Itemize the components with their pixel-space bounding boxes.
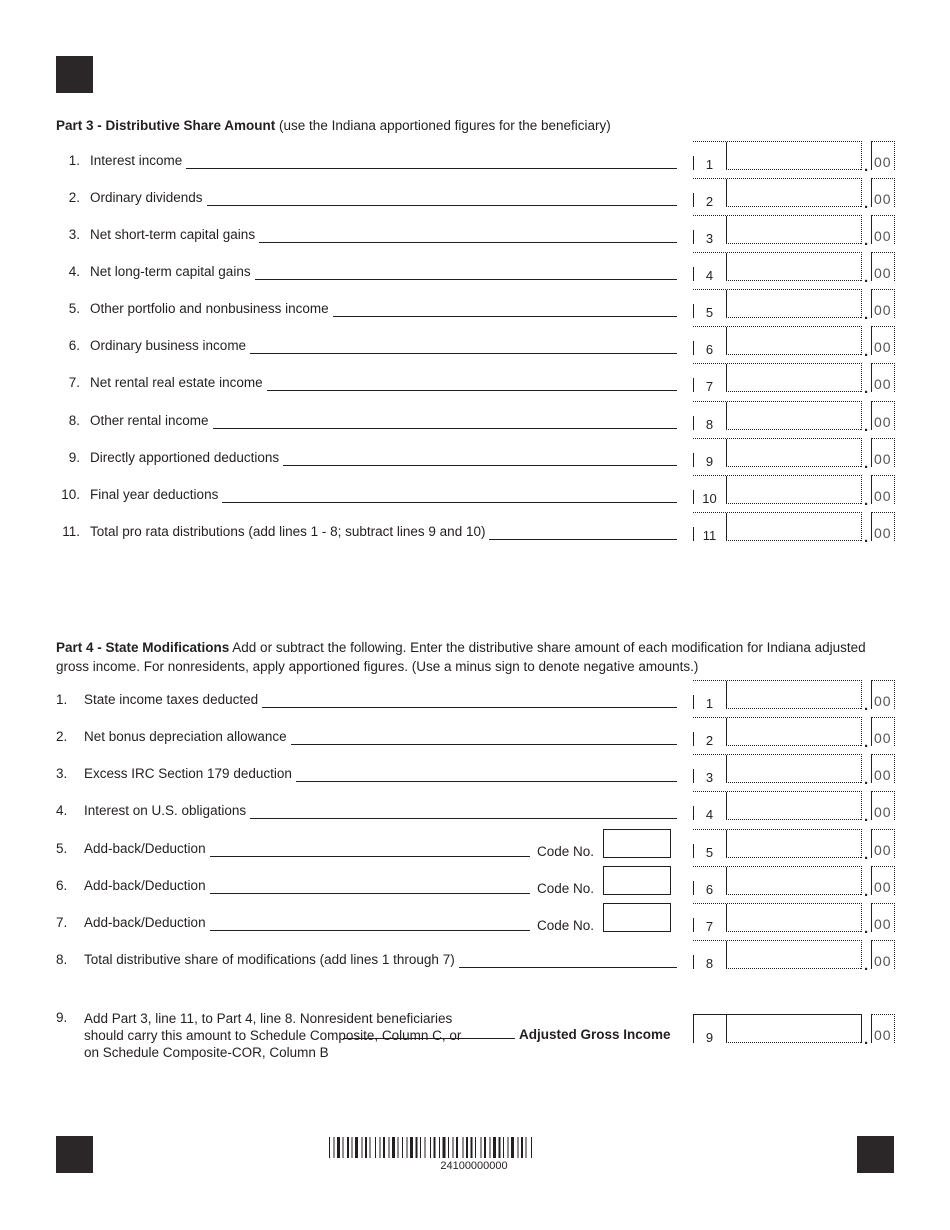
decimal-point: .	[864, 1031, 869, 1048]
line9-text-1: Add Part 3, line 11, to Part 4, line 8. Nonresident beneficiaries	[84, 1011, 453, 1026]
line-label: Add-back/Deduction	[84, 878, 206, 893]
decimal-point: .	[864, 492, 869, 509]
leader-line	[210, 856, 530, 857]
line-label: Total distributive share of modifications (add lines 1 through 7)	[84, 952, 455, 967]
part3-line-8	[56, 401, 896, 435]
part3-line-9	[56, 438, 896, 472]
cents-value: 00	[874, 767, 892, 783]
decimal-point: .	[864, 455, 869, 472]
box-bottom	[726, 819, 861, 820]
decimal-point: .	[864, 920, 869, 937]
box-line-number: 9	[705, 1030, 714, 1045]
barcode-bar	[493, 1137, 496, 1158]
barcode-bar	[352, 1137, 353, 1158]
part4-line-4	[56, 791, 896, 825]
barcode-bar	[362, 1137, 363, 1158]
cents-value: 00	[874, 953, 892, 969]
barcode	[329, 1137, 619, 1158]
box-line-number: 11	[702, 528, 717, 543]
cents-field-line-3[interactable]	[871, 754, 895, 783]
barcode-bar	[410, 1137, 413, 1158]
box-line-number: 9	[705, 454, 714, 469]
leader-line	[210, 893, 530, 894]
cents-field-line-1[interactable]	[871, 141, 895, 170]
line-number: 3.	[56, 766, 68, 781]
cents-value: 00	[874, 842, 892, 858]
part3-line-2	[56, 178, 896, 212]
part4-line-2	[56, 717, 896, 751]
code-number-field[interactable]	[603, 903, 671, 932]
barcode-bar	[490, 1137, 491, 1158]
barcode-bar	[526, 1137, 527, 1158]
cents-value: 00	[874, 1027, 892, 1043]
box-bottom	[726, 503, 861, 504]
amount-field-line-9[interactable]	[693, 438, 862, 467]
box-bottom	[726, 708, 861, 709]
line9-text-2: should carry this amount to Schedule Composite, Column C, or	[84, 1028, 462, 1043]
barcode-bar	[481, 1137, 482, 1158]
box-bottom	[726, 857, 861, 858]
box-bottom	[726, 540, 861, 541]
box-line-number: 3	[705, 231, 714, 246]
box-bottom	[726, 894, 861, 895]
cents-field-line-10[interactable]	[871, 475, 895, 504]
box-line-number: 2	[705, 194, 714, 209]
barcode-bar	[370, 1137, 371, 1158]
cents-field-line-4[interactable]	[871, 252, 895, 281]
box-divider	[726, 476, 727, 504]
line-number: 10.	[61, 487, 80, 502]
line-label: Other rental income	[90, 413, 209, 428]
box-line-number: 1	[705, 696, 714, 711]
leader-line	[283, 465, 677, 466]
registration-mark-bottom-right	[857, 1136, 894, 1173]
cents-value: 00	[874, 525, 892, 541]
box-divider	[726, 327, 727, 355]
decimal-point: .	[864, 529, 869, 546]
part3-line-11	[56, 512, 896, 546]
barcode-bar	[383, 1137, 385, 1158]
leader-line	[210, 930, 530, 931]
line9-text-3: on Schedule Composite-COR, Column B	[84, 1045, 329, 1060]
box-divider	[726, 904, 727, 932]
barcode-bar	[347, 1137, 349, 1158]
box-bottom	[726, 206, 861, 207]
box-line-number: 5	[705, 845, 714, 860]
barcode-bar	[420, 1137, 421, 1158]
box-line-number: 10	[702, 491, 717, 506]
line-number: 5.	[56, 841, 68, 856]
barcode-bar	[456, 1137, 458, 1158]
cents-value: 00	[874, 730, 892, 746]
box-line-number: 6	[705, 342, 714, 357]
part4-line-9	[56, 1010, 896, 1060]
part3-line-5	[56, 289, 896, 323]
part3-line-7	[56, 363, 896, 397]
line-label: Total pro rata distributions (add lines 1 - 8; subtract lines 9 and 10)	[90, 524, 486, 539]
leader-line	[262, 707, 677, 708]
decimal-point: .	[864, 418, 869, 435]
line-number: 4.	[56, 803, 68, 818]
barcode-bar	[448, 1137, 449, 1158]
decimal-point: .	[864, 697, 869, 714]
decimal-point: .	[864, 734, 869, 751]
leader-line	[250, 353, 677, 354]
barcode-bar	[531, 1137, 532, 1158]
cents-value: 00	[874, 488, 892, 504]
box-bottom	[726, 354, 861, 355]
cents-field-line-9[interactable]	[871, 438, 895, 467]
box-line-number: 3	[705, 770, 714, 785]
box-bottom	[726, 968, 861, 969]
box-bottom	[726, 429, 861, 430]
line-label: Interest on U.S. obligations	[84, 803, 247, 818]
box-divider	[726, 364, 727, 392]
cents-field-line-7[interactable]	[871, 903, 895, 932]
line-number: 3.	[68, 227, 80, 242]
box-line-number: 2	[705, 733, 714, 748]
leader-line	[459, 967, 677, 968]
code-number-field[interactable]	[603, 866, 671, 895]
box-divider	[726, 513, 727, 541]
barcode-bar	[416, 1137, 418, 1158]
barcode-bar	[398, 1137, 399, 1158]
barcode-bar	[434, 1137, 436, 1158]
leader-line	[222, 502, 677, 503]
decimal-point: .	[864, 771, 869, 788]
decimal-point: .	[864, 269, 869, 286]
box-divider	[726, 867, 727, 895]
decimal-point: .	[864, 158, 869, 175]
line-label: Final year deductions	[90, 487, 219, 502]
box-divider	[726, 142, 727, 170]
line-number: 1.	[56, 692, 68, 707]
part3-heading-title: Part 3 - Distributive Share Amount	[56, 118, 276, 133]
barcode-bar	[425, 1137, 426, 1158]
part4-heading	[56, 638, 896, 676]
amount-field-line-1[interactable]	[693, 141, 862, 170]
line-number: 4.	[68, 264, 80, 279]
line-label: Ordinary dividends	[90, 190, 203, 205]
amount-field-line-7[interactable]	[693, 363, 862, 392]
barcode-bar	[466, 1137, 468, 1158]
leader-line	[291, 744, 677, 745]
cents-value: 00	[874, 451, 892, 467]
line-number: 7.	[56, 915, 68, 930]
barcode-bar	[521, 1137, 523, 1158]
box-line-number: 7	[705, 379, 714, 394]
cents-field-line-3[interactable]	[871, 215, 895, 244]
registration-mark-bottom-left	[56, 1136, 93, 1173]
decimal-point: .	[864, 380, 869, 397]
cents-value: 00	[874, 879, 892, 895]
box-bottom	[726, 243, 861, 244]
barcode-bar	[508, 1137, 509, 1158]
box-divider	[726, 941, 727, 969]
agi-label: Adjusted Gross Income	[519, 1027, 671, 1042]
cents-field-line-2[interactable]	[871, 178, 895, 207]
amount-field-line-5[interactable]	[693, 829, 862, 858]
part3-line-6	[56, 326, 896, 360]
line-number: 2.	[68, 190, 80, 205]
part4-line-5	[56, 829, 896, 863]
cents-field-line-8[interactable]	[871, 401, 895, 430]
line-number: 6.	[56, 878, 68, 893]
part4-line-1	[56, 680, 896, 714]
box-line-number: 5	[705, 305, 714, 320]
box-bottom	[726, 169, 861, 170]
cents-field-line-2[interactable]	[871, 717, 895, 746]
line-number: 2.	[56, 729, 68, 744]
part4-heading-note: Add or subtract the following. Enter the distributive share amount of each modification for Indiana adjusted gross income. For nonresidents, apply apportioned figures. (Use a minus sign to denote negative amounts.)	[56, 640, 866, 674]
line-label: Net rental real estate income	[90, 375, 263, 390]
line-label: Directly apportioned deductions	[90, 450, 280, 465]
line-label: Net bonus depreciation allowance	[84, 729, 287, 744]
barcode-bar	[503, 1137, 504, 1158]
cents-value: 00	[874, 302, 892, 318]
box-line-number: 8	[705, 956, 714, 971]
barcode-bar	[443, 1137, 446, 1158]
line-label: Interest income	[90, 153, 183, 168]
cents-field-line-5[interactable]	[871, 289, 895, 318]
cents-field-line-1[interactable]	[871, 680, 895, 709]
box-divider	[726, 179, 727, 207]
cents-field-line-7[interactable]	[871, 363, 895, 392]
decimal-point: .	[864, 957, 869, 974]
line-number: 7.	[68, 375, 80, 390]
line-number: 9.	[56, 1010, 68, 1025]
box-line-number: 4	[705, 268, 714, 283]
amount-field-line-8[interactable]	[693, 401, 862, 430]
line-number: 11.	[62, 524, 80, 539]
box-bottom	[726, 317, 861, 318]
barcode-bar	[392, 1137, 395, 1158]
code-label: Code No.	[537, 918, 595, 933]
cents-value: 00	[874, 265, 892, 281]
part3-line-4	[56, 252, 896, 286]
barcode-bar	[389, 1137, 390, 1158]
cents-field-line-9[interactable]	[871, 1014, 895, 1043]
barcode-bar	[334, 1137, 335, 1158]
barcode-bar	[518, 1137, 519, 1158]
part3-line-10	[56, 475, 896, 509]
box-bottom	[726, 466, 861, 467]
line-label: Add-back/Deduction	[84, 915, 206, 930]
decimal-point: .	[864, 846, 869, 863]
amount-field-line-4[interactable]	[693, 252, 862, 281]
code-label: Code No.	[537, 881, 595, 896]
cents-value: 00	[874, 693, 892, 709]
line-label: Net short-term capital gains	[90, 227, 256, 242]
barcode-bar	[463, 1137, 464, 1158]
barcode-bar	[475, 1137, 476, 1158]
leader-line	[207, 205, 677, 206]
box-divider	[726, 1015, 727, 1043]
decimal-point: .	[864, 808, 869, 825]
line-number: 8.	[68, 413, 80, 428]
line-number: 8.	[56, 952, 68, 967]
barcode-bar	[453, 1137, 454, 1158]
cents-value: 00	[874, 191, 892, 207]
cents-field-line-6[interactable]	[871, 866, 895, 895]
box-bottom	[726, 745, 861, 746]
box-divider	[726, 216, 727, 244]
line9-leader	[343, 1038, 515, 1039]
leader-line	[186, 168, 677, 169]
barcode-bar	[439, 1137, 440, 1158]
leader-line	[489, 539, 677, 540]
line-label: Other portfolio and nonbusiness income	[90, 301, 329, 316]
box-divider	[726, 253, 727, 281]
amount-field-line-10[interactable]	[693, 475, 862, 504]
cents-field-line-8[interactable]	[871, 940, 895, 969]
decimal-point: .	[864, 883, 869, 900]
cents-field-line-4[interactable]	[871, 791, 895, 820]
leader-line	[255, 279, 677, 280]
box-divider	[726, 402, 727, 430]
registration-mark-top-left	[56, 56, 93, 93]
barcode-bar	[380, 1137, 381, 1158]
box-divider	[726, 439, 727, 467]
box-line-number: 1	[705, 157, 714, 172]
part4-line-3	[56, 754, 896, 788]
amount-field-line-4[interactable]	[693, 791, 862, 820]
barcode-bar	[430, 1137, 431, 1158]
leader-line	[333, 316, 677, 317]
box-bottom	[726, 391, 861, 392]
barcode-bar	[511, 1137, 514, 1158]
code-label: Code No.	[537, 844, 595, 859]
barcode-bar	[471, 1137, 473, 1158]
amount-field-line-5[interactable]	[693, 289, 862, 318]
barcode-bar	[355, 1137, 358, 1158]
box-divider	[726, 792, 727, 820]
box-divider	[726, 681, 727, 709]
line-number: 5.	[68, 301, 80, 316]
part4-line-7	[56, 903, 896, 937]
box-line-number: 4	[705, 807, 714, 822]
line-number: 6.	[68, 338, 80, 353]
line-label: Add-back/Deduction	[84, 841, 206, 856]
part4-line-8	[56, 940, 896, 974]
barcode-bar	[329, 1137, 330, 1158]
amount-field-line-1[interactable]	[693, 680, 862, 709]
amount-field-line-3[interactable]	[693, 754, 862, 783]
part3-line-1	[56, 141, 896, 175]
barcode-bar	[407, 1137, 408, 1158]
box-bottom	[726, 782, 861, 783]
cents-field-line-6[interactable]	[871, 326, 895, 355]
decimal-point: .	[864, 306, 869, 323]
barcode-number: 24100000000	[440, 1160, 508, 1172]
cents-field-line-5[interactable]	[871, 829, 895, 858]
box-divider	[726, 755, 727, 783]
line-label: Excess IRC Section 179 deduction	[84, 766, 292, 781]
cents-value: 00	[874, 916, 892, 932]
box-bottom	[726, 1042, 861, 1043]
barcode-bar	[402, 1137, 403, 1158]
box-bottom	[726, 280, 861, 281]
amount-field-line-3[interactable]	[693, 215, 862, 244]
part4-heading-title: Part 4 - State Modifications	[56, 640, 230, 655]
decimal-point: .	[864, 195, 869, 212]
amount-field-line-6[interactable]	[693, 866, 862, 895]
barcode-bar	[337, 1137, 340, 1158]
box-line-number: 7	[705, 919, 714, 934]
code-number-field[interactable]	[603, 829, 671, 858]
amount-field-line-8[interactable]	[693, 940, 862, 969]
amount-field-line-11[interactable]	[693, 512, 862, 541]
line-label: State income taxes deducted	[84, 692, 259, 707]
box-line-number: 6	[705, 882, 714, 897]
line-number: 9.	[68, 450, 80, 465]
cents-value: 00	[874, 414, 892, 430]
decimal-point: .	[864, 232, 869, 249]
cents-value: 00	[874, 228, 892, 244]
cents-value: 00	[874, 154, 892, 170]
box-divider	[726, 290, 727, 318]
amount-field-line-2[interactable]	[693, 717, 862, 746]
part4-line-6	[56, 866, 896, 900]
box-line-number: 8	[705, 417, 714, 432]
part3-line-3	[56, 215, 896, 249]
leader-line	[250, 818, 677, 819]
barcode-bar	[484, 1137, 486, 1158]
line-label: Ordinary business income	[90, 338, 247, 353]
leader-line	[213, 428, 677, 429]
cents-value: 00	[874, 376, 892, 392]
cents-value: 00	[874, 804, 892, 820]
box-divider	[726, 718, 727, 746]
box-divider	[726, 830, 727, 858]
barcode-bar	[343, 1137, 344, 1158]
leader-line	[267, 390, 677, 391]
cents-field-line-11[interactable]	[871, 512, 895, 541]
line-label: Net long-term capital gains	[90, 264, 251, 279]
amount-field-line-9[interactable]	[693, 1014, 862, 1043]
part3-heading-note: (use the Indiana apportioned figures for the beneficiary)	[275, 118, 611, 133]
box-bottom	[726, 931, 861, 932]
barcode-bar	[375, 1137, 376, 1158]
amount-field-line-7[interactable]	[693, 903, 862, 932]
line9-instructions	[84, 1010, 461, 1061]
barcode-bar	[365, 1137, 367, 1158]
cents-value: 00	[874, 339, 892, 355]
amount-field-line-6[interactable]	[693, 326, 862, 355]
amount-field-line-2[interactable]	[693, 178, 862, 207]
leader-line	[296, 781, 677, 782]
part3-heading	[56, 116, 611, 135]
leader-line	[259, 242, 677, 243]
line-number: 1.	[68, 153, 80, 168]
decimal-point: .	[864, 343, 869, 360]
barcode-bar	[499, 1137, 501, 1158]
